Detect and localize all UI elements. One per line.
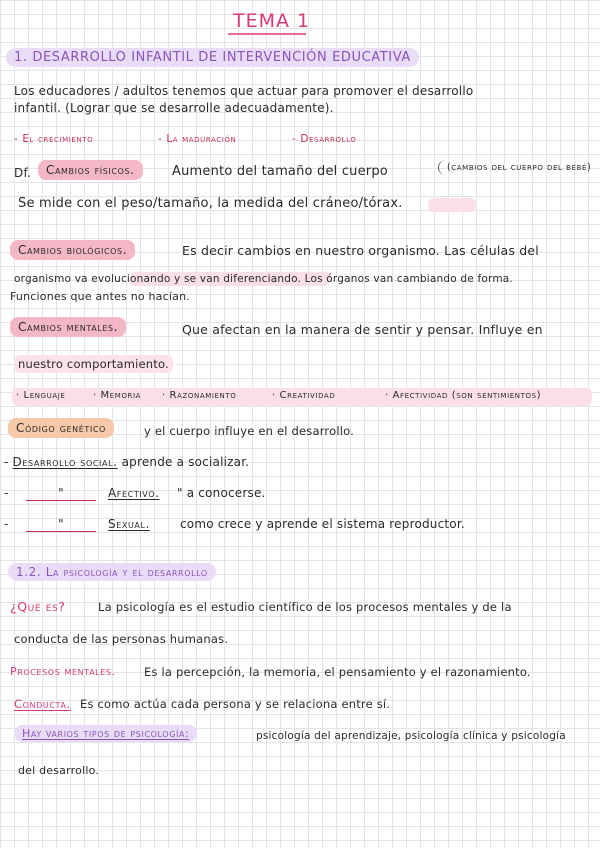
sexual-ditto: " bbox=[26, 517, 96, 532]
biological-line-1: Es decir cambios en nuestro organismo. Las células del bbox=[182, 243, 539, 258]
affective-label: Afectivo. bbox=[108, 486, 160, 500]
sexual-text: como crece y aprende el sistema reproductor. bbox=[180, 517, 465, 531]
processes-text: Es la percepción, la memoria, el pensamiento y el razonamiento. bbox=[144, 665, 531, 679]
physical-changes-note: (cambios del cuerpo del bebé) bbox=[438, 160, 600, 175]
physical-changes-title: Cambios físicos. bbox=[38, 163, 143, 177]
conduct-text: Es como actúa cada persona y se relaciona entre sí. bbox=[80, 697, 391, 711]
genetic-code-title: Código genético bbox=[8, 421, 114, 435]
sexual-label: Sexual. bbox=[108, 517, 150, 531]
conduct-label: Conducta. bbox=[14, 697, 71, 711]
biological-changes-title: Cambios biológicos. bbox=[10, 243, 135, 257]
aspect-development: - Desarrollo bbox=[292, 133, 357, 145]
processes-label: Procesos mentales. bbox=[10, 665, 116, 678]
section-2-heading: 1.2. La psicología y el desarrollo bbox=[8, 565, 216, 579]
mental-item-creativity: · Creatividad bbox=[272, 390, 336, 401]
biological-line-3: Funciones que antes no hacían. bbox=[10, 290, 190, 303]
aspect-maturation: - La maduración bbox=[158, 133, 237, 145]
mental-line-2: nuestro comportamiento. bbox=[14, 357, 173, 371]
affective-dash: - bbox=[4, 486, 9, 500]
definition-label: Df. bbox=[14, 166, 32, 180]
psychology-types-label: Hay varios tipos de psicología: bbox=[14, 727, 197, 740]
affective-text: " a conocerse. bbox=[177, 486, 266, 500]
psychology-types-text: psicología del aprendizaje, psicología clínica y psicología bbox=[256, 730, 566, 742]
social-development: - Desarrollo social. aprende a socializar. bbox=[4, 455, 250, 469]
mental-changes-title: Cambios mentales. bbox=[10, 320, 126, 334]
highlight-mark bbox=[428, 198, 476, 212]
biological-line-2: organismo va evolucionando y se van diferenciando. Los órganos van cambiando de forma. bbox=[14, 273, 513, 285]
sexual-dash: - bbox=[4, 517, 9, 531]
answer-line-2: conducta de las personas humanas. bbox=[14, 632, 229, 646]
answer-line-1: La psicología es el estudio científico de los procesos mentales y de la bbox=[98, 600, 512, 614]
mental-item-reasoning: · Razonamiento bbox=[162, 390, 237, 401]
psychology-types-line-2: del desarrollo. bbox=[18, 764, 100, 777]
mental-item-affectivity: · Afectividad (son sentimientos) bbox=[385, 390, 542, 401]
physical-changes-text: Aumento del tamaño del cuerpo bbox=[172, 164, 388, 179]
genetic-code-text: y el cuerpo influye en el desarrollo. bbox=[144, 424, 355, 438]
mental-item-language: · Lenguaje bbox=[16, 390, 66, 401]
mental-item-memory: · Memoria bbox=[93, 390, 142, 401]
intro-line-2: infantil. (Lograr que se desarrolle adecuadamente). bbox=[14, 101, 334, 115]
question-label: ¿Qué es? bbox=[10, 599, 66, 614]
section-1-heading: 1. DESARROLLO INFANTIL DE INTERVENCIÓN EDUCATIVA bbox=[6, 50, 419, 65]
title-underline bbox=[228, 33, 306, 35]
intro-line-1: Los educadores / adultos tenemos que actuar para promover el desarrollo bbox=[14, 84, 474, 98]
affective-ditto: " bbox=[26, 486, 96, 501]
mental-line-1: Que afectan en la manera de sentir y pensar. Influye en bbox=[182, 322, 543, 337]
physical-changes-line-2: Se mide con el peso/tamaño, la medida del cráneo/tórax. bbox=[18, 196, 403, 211]
page-title: TEMA 1 bbox=[233, 10, 311, 32]
aspect-growth: - El crecimiento bbox=[14, 133, 94, 145]
